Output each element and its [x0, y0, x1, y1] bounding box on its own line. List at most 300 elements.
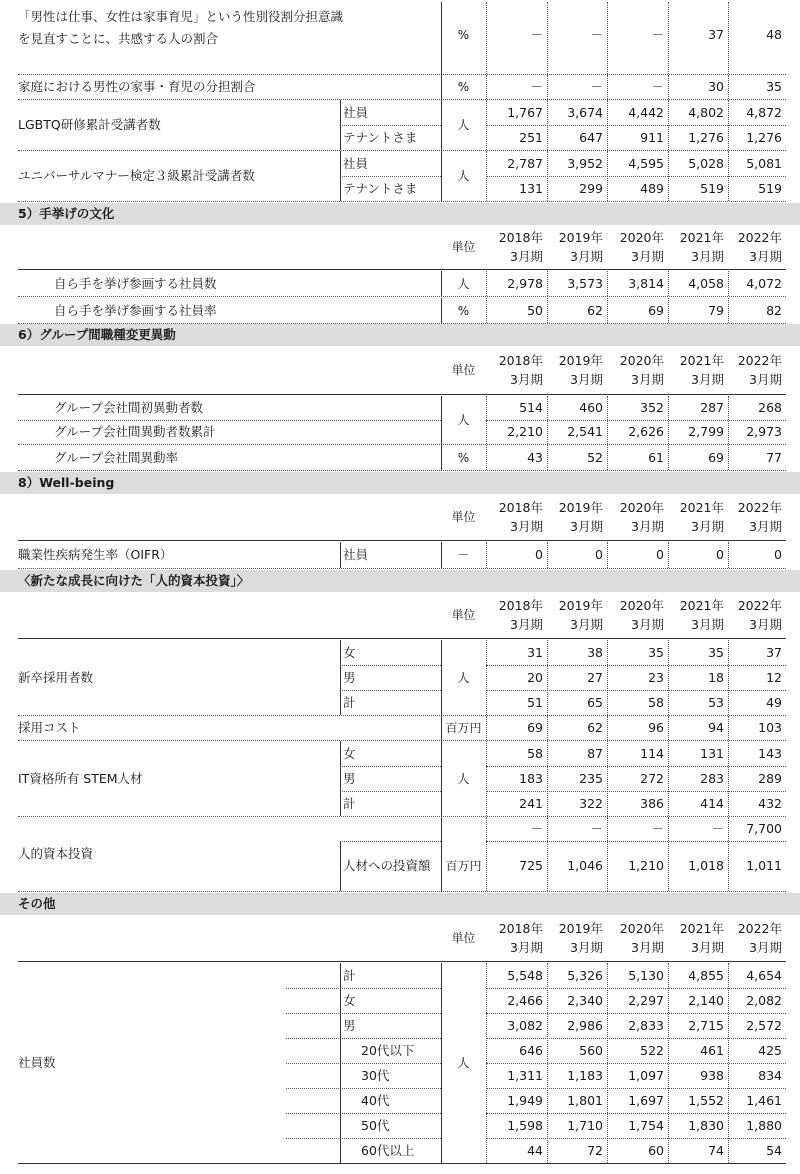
- value-cell: 1,183: [567, 1067, 603, 1083]
- period-year: 2021年: [679, 598, 724, 613]
- value-cell: 53: [708, 694, 724, 710]
- period-month: 3月期: [749, 617, 782, 632]
- value-cell: 1,276: [746, 129, 782, 145]
- sub-label: 計: [343, 795, 356, 811]
- unit-cell: 人: [457, 169, 470, 183]
- value-cell: 35: [648, 644, 664, 660]
- value-cell: 235: [579, 770, 603, 786]
- unit-cell: 人: [457, 1056, 470, 1070]
- value-cell: 43: [527, 449, 543, 465]
- column-divider: [607, 100, 608, 150]
- value-cell: 1,697: [628, 1092, 664, 1108]
- column-divider: [486, 741, 487, 816]
- value-cell: 2,973: [746, 424, 782, 439]
- column-divider: [728, 640, 729, 715]
- value-cell: 386: [640, 795, 664, 811]
- column-divider: [607, 542, 608, 568]
- value-cell: 20: [527, 669, 543, 685]
- value-cell: －: [590, 79, 603, 94]
- period-header: [728, 915, 786, 961]
- sub-label: 40代: [361, 1092, 390, 1108]
- period-header: [607, 225, 668, 269]
- value-cell: 58: [648, 694, 664, 710]
- column-divider: [441, 963, 442, 1163]
- column-divider: [607, 271, 608, 296]
- sub-label: 60代以上: [361, 1142, 415, 1158]
- column-divider: [441, 445, 442, 470]
- row-divider: [486, 420, 786, 421]
- period-year: 2022年: [737, 230, 782, 245]
- period-header: [668, 494, 728, 540]
- row-label: ユニバーサルマナー検定３級累計受講者数: [18, 168, 255, 183]
- value-cell: 54: [766, 1142, 782, 1158]
- value-cell: 5,130: [628, 967, 664, 983]
- column-divider: [607, 741, 608, 816]
- unit-cell: 人: [457, 413, 470, 427]
- row-label: 「男性は仕事、女性は家事育児」という性別役割分担意識を見直すことに、共感する人の割合: [18, 9, 344, 46]
- column-divider: [486, 445, 487, 470]
- column-divider: [668, 741, 669, 816]
- sub-label: 社員: [343, 547, 369, 562]
- section-title: 6）グループ間職種変更異動: [0, 324, 800, 346]
- value-cell: 489: [640, 180, 664, 196]
- column-divider: [668, 271, 669, 296]
- value-cell: 5,028: [688, 155, 724, 171]
- column-divider: [728, 741, 729, 816]
- period-year: 2022年: [737, 598, 782, 613]
- column-divider: [441, 640, 442, 715]
- column-divider: [441, 298, 442, 323]
- value-cell: 519: [700, 180, 724, 196]
- value-cell: 4,072: [746, 275, 782, 291]
- value-cell: 1,311: [507, 1067, 543, 1083]
- period-header: [486, 915, 547, 961]
- sub-label: 20代以下: [361, 1042, 415, 1058]
- value-cell: 2,715: [688, 1017, 724, 1033]
- value-cell: 0: [535, 547, 543, 562]
- value-cell: 1,767: [507, 104, 543, 120]
- value-cell: 79: [708, 302, 724, 318]
- period-year: 2022年: [737, 500, 782, 515]
- row-label: グループ会社間異動者数累計: [54, 424, 216, 439]
- value-cell: 1,754: [628, 1117, 664, 1133]
- row-divider: [18, 201, 786, 202]
- value-cell: 289: [758, 770, 782, 786]
- value-cell: 37: [708, 27, 724, 42]
- period-month: 3月期: [510, 940, 543, 955]
- value-cell: 287: [700, 400, 724, 415]
- value-cell: 425: [758, 1042, 782, 1058]
- sub-label: 50代: [361, 1117, 390, 1133]
- value-cell: 37: [766, 644, 782, 660]
- value-cell: 1,276: [688, 129, 724, 145]
- value-cell: 4,802: [688, 104, 724, 120]
- period-year: 2020年: [619, 921, 664, 936]
- column-divider: [486, 298, 487, 323]
- period-month: 3月期: [570, 519, 603, 534]
- column-divider: [668, 151, 669, 201]
- row-label: 社員数: [18, 1055, 56, 1070]
- period-header: [728, 346, 786, 394]
- value-cell: 241: [519, 795, 543, 811]
- column-divider: [728, 963, 729, 1163]
- period-month: 3月期: [691, 249, 724, 264]
- value-cell: 131: [519, 180, 543, 196]
- section-title: 5）手挙げの文化: [0, 203, 800, 225]
- period-year: 2021年: [679, 921, 724, 936]
- period-year: 2019年: [558, 500, 603, 515]
- value-cell: 272: [640, 770, 664, 786]
- value-cell: 2,626: [628, 424, 664, 439]
- value-cell: 1,210: [628, 858, 664, 873]
- value-cell: 911: [640, 129, 664, 145]
- unit-cell: 百万円: [445, 859, 482, 873]
- period-header: [547, 225, 607, 269]
- period-year: 2019年: [558, 230, 603, 245]
- column-divider: [547, 640, 548, 715]
- unit-cell: 百万円: [445, 721, 482, 735]
- period-header: [547, 592, 607, 638]
- row-label: 職業性疾病発生率（OIFR）: [18, 547, 173, 562]
- row-divider: [18, 394, 786, 395]
- period-year: 2020年: [619, 598, 664, 613]
- sub-label: 女: [343, 992, 356, 1008]
- row-label: 自ら手を挙げ参画する社員数: [54, 275, 217, 291]
- column-divider: [441, 716, 442, 740]
- sub-label: 男: [343, 669, 356, 685]
- sub-label: 女: [343, 644, 356, 660]
- value-cell: 460: [579, 400, 603, 415]
- unit-cell: %: [457, 303, 470, 318]
- period-year: 2018年: [498, 500, 543, 515]
- value-cell: 461: [700, 1042, 724, 1058]
- value-cell: 834: [758, 1067, 782, 1083]
- sub-label: 女: [343, 745, 356, 761]
- unit-column-header: 単位: [451, 363, 476, 377]
- unit-column-header: 単位: [451, 608, 476, 622]
- row-divider: [18, 470, 786, 471]
- value-cell: 2,140: [688, 992, 724, 1008]
- column-divider: [441, 2, 442, 74]
- column-divider: [728, 151, 729, 201]
- column-divider: [668, 75, 669, 99]
- sub-label: 社員: [343, 155, 369, 171]
- period-month: 3月期: [570, 617, 603, 632]
- column-divider: [668, 2, 669, 74]
- value-cell: 1,801: [567, 1092, 603, 1108]
- period-year: 2021年: [679, 500, 724, 515]
- sub-label: テナントさま: [343, 129, 418, 145]
- row-label: IT資格所有 STEM人材: [18, 770, 143, 786]
- value-cell: 4,595: [628, 155, 664, 171]
- value-cell: 2,572: [746, 1017, 782, 1033]
- period-year: 2019年: [558, 353, 603, 368]
- period-header: [668, 592, 728, 638]
- value-cell: 69: [648, 302, 664, 318]
- period-month: 3月期: [691, 519, 724, 534]
- unit-column-header: 単位: [451, 931, 476, 945]
- row-divider: [18, 540, 786, 541]
- column-divider: [486, 963, 487, 1163]
- column-divider: [441, 542, 442, 568]
- value-cell: 5,548: [507, 967, 543, 983]
- period-month: 3月期: [510, 617, 543, 632]
- unit-cell: 人: [457, 118, 470, 132]
- column-divider: [728, 298, 729, 323]
- column-divider: [668, 716, 669, 740]
- unit-column-header: 単位: [451, 510, 476, 524]
- value-cell: 87: [587, 745, 603, 761]
- value-cell: 44: [527, 1142, 543, 1158]
- value-cell: 82: [766, 302, 782, 318]
- value-cell: 519: [758, 180, 782, 196]
- period-header: [486, 592, 547, 638]
- value-cell: 5,081: [746, 155, 782, 171]
- period-header: [547, 915, 607, 961]
- column-divider: [486, 2, 487, 74]
- period-header: [728, 592, 786, 638]
- value-cell: 938: [700, 1067, 724, 1083]
- column-divider: [728, 817, 729, 891]
- column-divider: [340, 151, 341, 201]
- value-cell: 2,986: [567, 1017, 603, 1033]
- column-divider: [728, 271, 729, 296]
- period-year: 2020年: [619, 353, 664, 368]
- period-header: [668, 915, 728, 961]
- period-month: 3月期: [631, 249, 664, 264]
- column-divider: [486, 716, 487, 740]
- value-cell: 62: [587, 302, 603, 318]
- value-cell: －: [651, 821, 664, 836]
- value-cell: 143: [758, 745, 782, 761]
- column-divider: [668, 298, 669, 323]
- column-divider: [547, 963, 548, 1163]
- row-label: 家庭における男性の家事・育児の分担割合: [18, 79, 256, 94]
- value-cell: 514: [519, 400, 543, 415]
- sub-label: 人材への投資額: [343, 858, 431, 873]
- section-title: 8）Well-being: [0, 472, 800, 494]
- period-header: [607, 346, 668, 394]
- period-month: 3月期: [631, 519, 664, 534]
- value-cell: 1,097: [628, 1067, 664, 1083]
- sub-label: 30代: [361, 1067, 390, 1083]
- value-cell: －: [711, 821, 724, 836]
- value-cell: 1,949: [507, 1092, 543, 1108]
- column-divider: [607, 817, 608, 891]
- value-cell: 52: [587, 449, 603, 465]
- unit-cell: －: [457, 548, 470, 562]
- value-cell: 4,855: [688, 967, 724, 983]
- sub-label: 男: [343, 1017, 356, 1033]
- value-cell: 35: [708, 644, 724, 660]
- period-month: 3月期: [749, 519, 782, 534]
- period-year: 2018年: [498, 230, 543, 245]
- column-divider: [441, 271, 442, 296]
- value-cell: 1,710: [567, 1117, 603, 1133]
- value-cell: －: [530, 821, 543, 836]
- value-cell: 725: [519, 858, 543, 873]
- column-divider: [728, 542, 729, 568]
- column-divider: [728, 2, 729, 74]
- value-cell: 0: [716, 547, 724, 562]
- column-divider: [486, 271, 487, 296]
- value-cell: 0: [774, 547, 782, 562]
- value-cell: 1,018: [688, 858, 724, 873]
- value-cell: 27: [587, 669, 603, 685]
- value-cell: 69: [527, 720, 543, 735]
- period-month: 3月期: [691, 372, 724, 387]
- period-month: 3月期: [510, 519, 543, 534]
- value-cell: 3,814: [628, 275, 664, 291]
- value-cell: 49: [766, 694, 782, 710]
- value-cell: 2,210: [507, 424, 543, 439]
- column-divider: [441, 396, 442, 444]
- unit-cell: %: [457, 28, 470, 42]
- value-cell: 2,297: [628, 992, 664, 1008]
- column-divider: [547, 445, 548, 470]
- period-header: [486, 494, 547, 540]
- row-label: 新卒採用者数: [18, 669, 94, 685]
- value-cell: 4,058: [688, 275, 724, 291]
- value-cell: 72: [587, 1142, 603, 1158]
- unit-cell: %: [457, 450, 470, 465]
- period-month: 3月期: [749, 940, 782, 955]
- column-divider: [668, 817, 669, 891]
- section-title: その他: [0, 893, 800, 915]
- value-cell: －: [651, 27, 664, 42]
- column-divider: [607, 640, 608, 715]
- value-cell: －: [651, 79, 664, 94]
- period-header: [547, 494, 607, 540]
- value-cell: 2,978: [507, 275, 543, 291]
- section-title: 〈新たな成長に向けた「人的資本投資」〉: [0, 570, 800, 592]
- column-divider: [340, 542, 341, 568]
- value-cell: 2,082: [746, 992, 782, 1008]
- value-cell: 31: [527, 644, 543, 660]
- value-cell: 352: [640, 400, 664, 415]
- column-divider: [607, 2, 608, 74]
- column-divider: [340, 841, 341, 891]
- unit-column-header: 単位: [451, 240, 476, 254]
- value-cell: 647: [579, 129, 603, 145]
- period-year: 2020年: [619, 500, 664, 515]
- row-divider: [18, 638, 786, 639]
- value-cell: 58: [527, 745, 543, 761]
- column-divider: [547, 271, 548, 296]
- value-cell: 283: [700, 770, 724, 786]
- column-divider: [547, 100, 548, 150]
- value-cell: 0: [656, 547, 664, 562]
- value-cell: 414: [700, 795, 724, 811]
- column-divider: [728, 716, 729, 740]
- column-divider: [547, 298, 548, 323]
- column-divider: [547, 396, 548, 444]
- period-header: [486, 346, 547, 394]
- unit-cell: 人: [457, 670, 470, 685]
- value-cell: 77: [766, 449, 782, 465]
- period-month: 3月期: [691, 940, 724, 955]
- row-label: グループ会社間異動率: [54, 449, 179, 465]
- period-header: [668, 225, 728, 269]
- period-header: [728, 494, 786, 540]
- value-cell: 18: [708, 669, 724, 685]
- period-header: [728, 225, 786, 269]
- column-divider: [441, 151, 442, 201]
- column-divider: [728, 396, 729, 444]
- period-header: [607, 915, 668, 961]
- period-month: 3月期: [749, 249, 782, 264]
- value-cell: 48: [766, 27, 782, 42]
- value-cell: 62: [587, 720, 603, 735]
- column-divider: [668, 963, 669, 1163]
- value-cell: 2,466: [507, 992, 543, 1008]
- period-year: 2018年: [498, 921, 543, 936]
- value-cell: 74: [708, 1142, 724, 1158]
- sub-label: 計: [343, 967, 356, 983]
- period-header: [607, 494, 668, 540]
- period-month: 3月期: [570, 372, 603, 387]
- value-cell: 183: [519, 770, 543, 786]
- value-cell: 69: [708, 449, 724, 465]
- row-label: 自ら手を挙げ参画する社員率: [54, 302, 217, 318]
- column-divider: [441, 100, 442, 150]
- value-cell: 251: [519, 129, 543, 145]
- period-year: 2022年: [737, 353, 782, 368]
- column-divider: [607, 963, 608, 1163]
- column-divider: [547, 716, 548, 740]
- row-label: LGBTQ研修累計受講者数: [18, 117, 161, 132]
- value-cell: 1,011: [746, 858, 782, 873]
- period-header: [547, 346, 607, 394]
- sub-label: 社員: [343, 104, 369, 120]
- unit-cell: 人: [457, 771, 470, 786]
- column-divider: [728, 75, 729, 99]
- period-year: 2022年: [737, 921, 782, 936]
- value-cell: 1,830: [688, 1117, 724, 1133]
- column-divider: [607, 445, 608, 470]
- column-divider: [668, 396, 669, 444]
- value-cell: 299: [579, 180, 603, 196]
- row-divider: [18, 1163, 786, 1164]
- value-cell: 30: [708, 79, 724, 94]
- column-divider: [607, 716, 608, 740]
- unit-cell: %: [457, 80, 470, 94]
- value-cell: 2,541: [567, 424, 603, 439]
- value-cell: 50: [527, 302, 543, 318]
- row-divider: [18, 961, 786, 962]
- column-divider: [607, 75, 608, 99]
- value-cell: 3,573: [567, 275, 603, 291]
- sub-label: 計: [343, 694, 356, 710]
- value-cell: 2,787: [507, 155, 543, 171]
- column-divider: [668, 640, 669, 715]
- period-year: 2018年: [498, 598, 543, 613]
- value-cell: 3,082: [507, 1017, 543, 1033]
- column-divider: [607, 298, 608, 323]
- period-month: 3月期: [570, 940, 603, 955]
- column-divider: [547, 542, 548, 568]
- value-cell: 60: [648, 1142, 664, 1158]
- column-divider: [486, 396, 487, 444]
- value-cell: 65: [587, 694, 603, 710]
- period-month: 3月期: [631, 940, 664, 955]
- column-divider: [486, 151, 487, 201]
- value-cell: －: [530, 79, 543, 94]
- value-cell: 646: [519, 1042, 543, 1058]
- column-divider: [486, 640, 487, 715]
- value-cell: 0: [595, 547, 603, 562]
- unit-cell: 人: [457, 276, 470, 291]
